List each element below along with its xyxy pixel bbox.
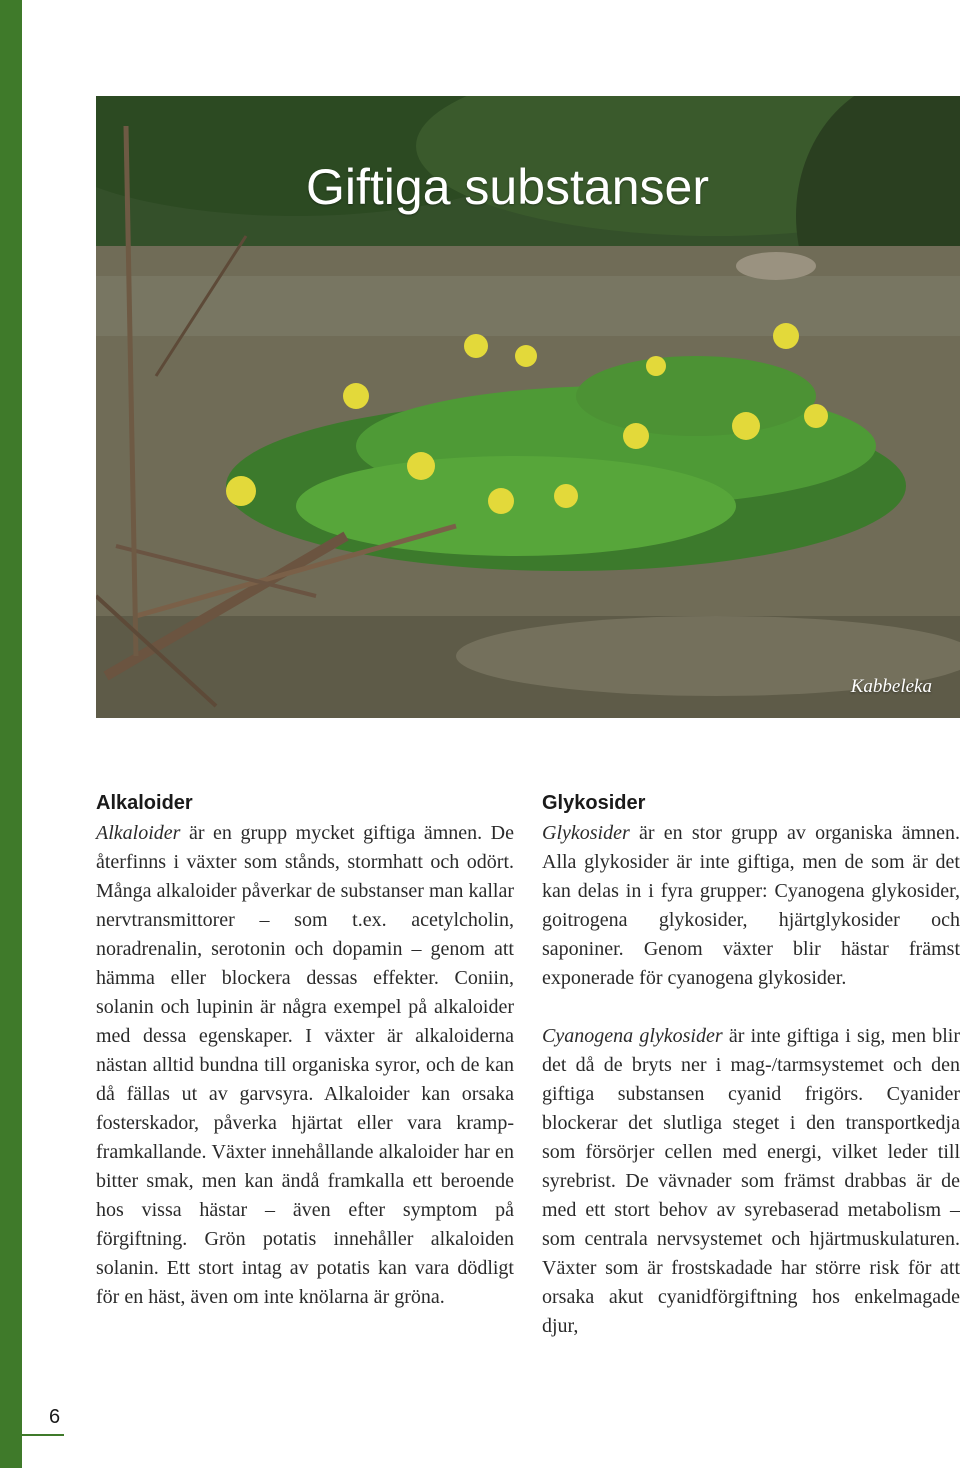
alkaloider-body: är en grupp mycket giftiga ämnen. De återfinns i växter som stånds, stormhatt och odört. Många alkaloider påverkar de substanser man kallar nervtransmittorer – som t.ex. acetylcholin, noradrenalin, serotonin och dopamin – genom att hämma eller blockera dessas effekter. Coniin, solanin och lupinin är några exempel på alkaloider med dessa egenskaper. I växter är alkaloiderna nästan alltid bundna till organiska syror, och de kan då fällas ut av garvsyra. Alkaloider kan orsaka fosterskador, påverka hjärtat eller vara krampframkallande. Växter innehållande alkaloider har en bitter smak, men kan ändå framkalla ett beroende hos vissa hästar – även efter symptom på förgiftning. Grön potatis innehåller alkaloiden solanin. Ett stort intag av potatis kan vara dödligt för en häst, även om inte knölarna är gröna. xyxy=(96,822,514,1308)
glykosider-body: är en stor grupp av organiska ämnen. Alla glykosider är inte giftiga, men de som är det kan delas in i fyra grupper: Cyanogena glykosider, goitrogena glykosider, hjärtglykosider och saponiner. Genom växter blir hästar främst exponerade för cyanogena glykosider. xyxy=(542,822,960,989)
cyanogena-body: är inte giftiga i sig, men blir det då de bryts ner i mag-/tarmsystemet och den giftiga substansen cyanid frigörs. Cyanider blockerar det slutliga steget i den transportkedja som försörjer cellen med energi, vilket leder till syrebrist. De vävnader som främst drabbas är de med ett stort behov av syrebaserad metabolism – som centrala nervsystemet och hjärtmuskulaturen. Växter som är frostskadade har större risk för att orsaka akut cyanidförgiftning hos enkelmagade djur, xyxy=(542,1025,960,1337)
cyanogena-paragraph xyxy=(542,1022,960,1341)
glykosider-column xyxy=(542,790,960,1341)
page-title: Giftiga substanser xyxy=(306,159,709,215)
alkaloider-heading: Alkaloider xyxy=(96,792,193,814)
page-number-rule xyxy=(22,1434,64,1436)
alkaloider-paragraph xyxy=(96,819,514,1312)
glykosider-paragraph xyxy=(542,819,960,993)
alkaloider-term: Alkaloider xyxy=(96,822,181,844)
photo-caption: Kabbeleka xyxy=(850,676,932,697)
glykosider-heading: Glykosider xyxy=(542,792,646,814)
page-number: 6 xyxy=(49,1406,61,1428)
glykosider-term: Glykosider xyxy=(542,822,630,844)
left-accent-bar xyxy=(0,0,22,1468)
cyanogena-term: Cyanogena glykosider xyxy=(542,1025,723,1047)
alkaloider-column xyxy=(96,790,514,1312)
